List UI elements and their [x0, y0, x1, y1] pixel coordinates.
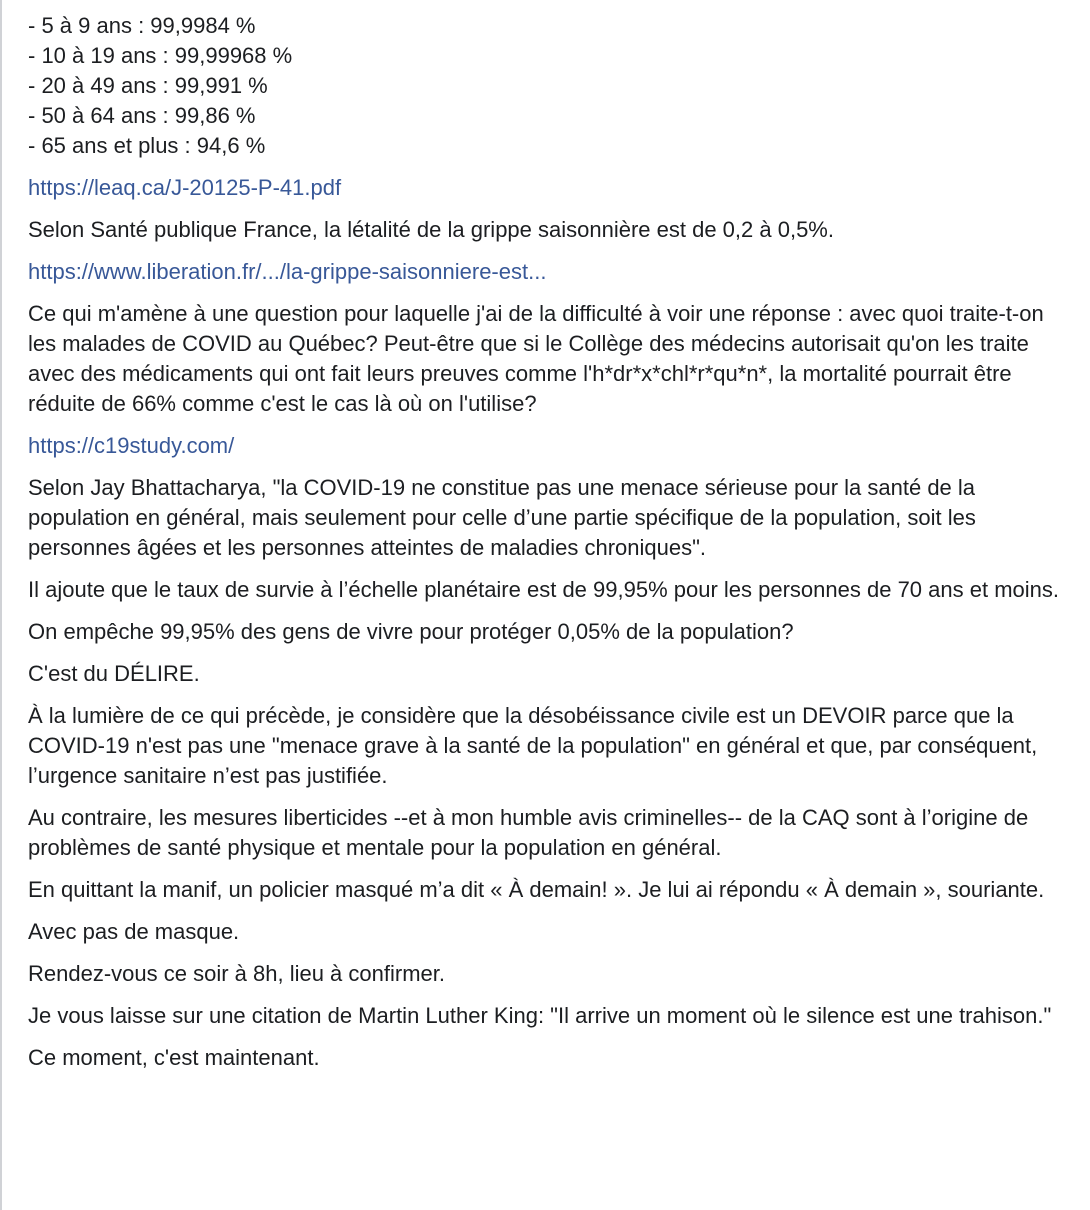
- paragraph-moment: Ce moment, c'est maintenant.: [28, 1045, 320, 1070]
- leaq-pdf-link[interactable]: https://leaq.ca/J-20125-P-41.pdf: [28, 175, 342, 200]
- list-item: - 50 à 64 ans : 99,86 %: [28, 103, 256, 128]
- paragraph-survie: Il ajoute que le taux de survie à l’échelle planétaire est de 99,95% pour les personnes de 70 ans et moins.: [28, 577, 1059, 602]
- paragraph-manif: En quittant la manif, un policier masqué m’a dit « À demain! ». Je lui ai répondu « À demain », souriante.: [28, 877, 1045, 902]
- paragraph-masque: Avec pas de masque.: [28, 919, 240, 944]
- paragraph-citation: Je vous laisse sur une citation de Martin Luther King: "Il arrive un moment où le silence est une trahison.": [28, 1003, 1052, 1028]
- list-item: - 20 à 49 ans : 99,991 %: [28, 73, 268, 98]
- paragraph-contraire: Au contraire, les mesures liberticides --et à mon humble avis criminelles-- de la CAQ sont à l’origine de problèmes de santé physique et mentale pour la population en général.: [28, 805, 1029, 860]
- post-body: [28, 11, 1074, 1073]
- list-item: - 65 ans et plus : 94,6 %: [28, 133, 266, 158]
- paragraph-bhattacharya: Selon Jay Bhattacharya, "la COVID-19 ne constitue pas une menace sérieuse pour la santé de la population en général, mais seulement pour celle d’une partie spécifique de la population, soit les personnes âgées et les personnes atteintes de maladies chroniques".: [28, 475, 976, 560]
- paragraph-delire: C'est du DÉLIRE.: [28, 661, 200, 686]
- c19study-link[interactable]: https://c19study.com/: [28, 433, 235, 458]
- paragraph-link-liberation: [28, 257, 1074, 287]
- paragraph-rendezvous: Rendez-vous ce soir à 8h, lieu à confirmer.: [28, 961, 445, 986]
- paragraph-link-leaq: [28, 173, 1074, 203]
- paragraph-desobeissance: À la lumière de ce qui précède, je considère que la désobéissance civile est un DEVOIR parce que la COVID-19 n'est pas une "menace grave à la santé de la population" en général et que, par conséquent, l’urgence sanitaire n’est pas justifiée.: [28, 703, 1038, 788]
- liberation-article-link[interactable]: https://www.liberation.fr/.../la-grippe-saisonniere-est...: [28, 259, 547, 284]
- survival-stats-list: [28, 11, 1074, 161]
- list-item: - 5 à 9 ans : 99,9984 %: [28, 13, 256, 38]
- paragraph-question: Ce qui m'amène à une question pour laquelle j'ai de la difficulté à voir une réponse : avec quoi traite-t-on les malades de COVID au Québec? Peut-être que si le Collège des médecins autorisait qu'on les traite avec des médicaments qui ont fait leurs preuves comme l'h*dr*x*chl*r*qu*n*, la mortalité pourrait être réduite de 66% comme c'est le cas là où on l'utilise?: [28, 301, 1044, 416]
- paragraph-link-c19: [28, 431, 1074, 461]
- paragraph-empeche: On empêche 99,95% des gens de vivre pour protéger 0,05% de la population?: [28, 619, 794, 644]
- list-item: - 10 à 19 ans : 99,99968 %: [28, 43, 293, 68]
- paragraph-sante-publique: Selon Santé publique France, la létalité de la grippe saisonnière est de 0,2 à 0,5%.: [28, 217, 834, 242]
